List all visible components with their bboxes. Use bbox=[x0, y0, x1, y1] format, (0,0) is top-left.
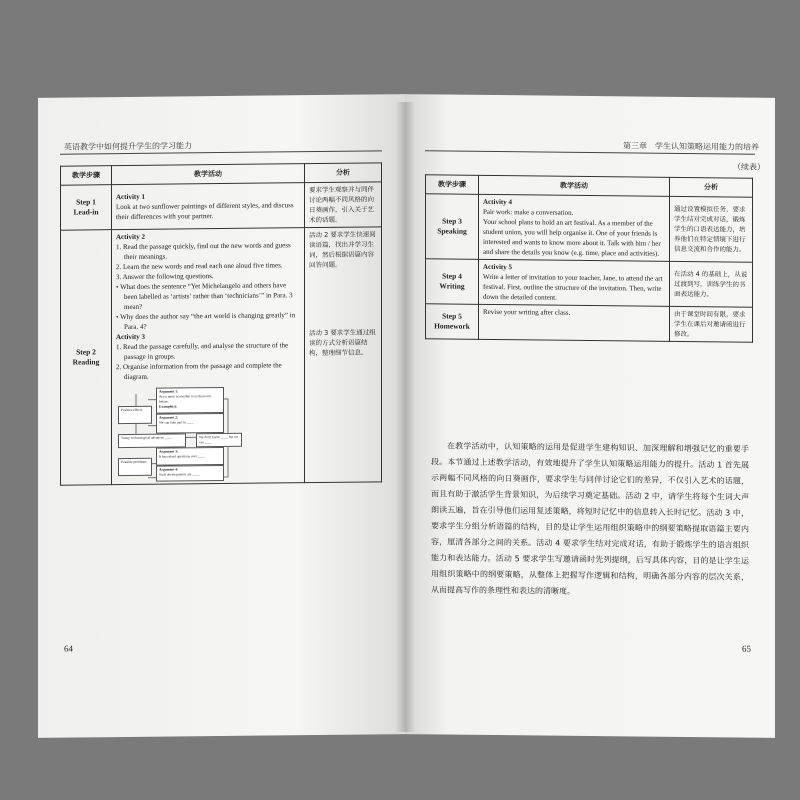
diagram-arg-label: Argument 4: bbox=[159, 467, 179, 472]
right-lesson-table bbox=[425, 174, 753, 342]
diagram-box-argument-3 bbox=[156, 447, 224, 466]
open-book bbox=[30, 96, 775, 736]
activity-text: Revise your writing after class. bbox=[483, 307, 571, 317]
analysis-cell: 通过设置模拟任务，要求学生结对完成对话，锻炼学生的口语表达能力，培养他们在特定情境下进行信息交流和合作的能力。 bbox=[670, 196, 753, 262]
step-cell bbox=[61, 185, 112, 231]
analysis-cell: 在活动 4 的基础上，从说过渡到写，训练学生的书面表达能力。 bbox=[670, 261, 753, 307]
activity-title: Activity 4 bbox=[483, 197, 512, 207]
activity-text: 1. Read the passage carefully, and analyse the structure of the passage in groups. bbox=[116, 341, 289, 362]
step-cell bbox=[426, 304, 479, 340]
analysis-text: 活动 3 要求学生通过组读的方式分析语篇结构，整理细节信息。 bbox=[309, 328, 376, 358]
body-paragraph: 在教学活动中，认知策略的运用是促进学生建构知识、加深理解和增强记忆的重要手段。本节通过上述教学活动，有效地提升了学生认知策略运用能力的提升。活动 1 首先展示两幅不同风格的向日葵画作，要求学生与同伴讨论它们的差异，不仅引入艺术的话题，而且有助于激活学生背景知识，为后续学习奠定基础。活动 2 中，请学生将每个生词大声朗读五遍，旨在引导他们运用复述策略，将短时记忆中的信息转入长时记忆。活动 3 中，要求学生分组分析语篇的结构，目的是让学生运用组织策略中的纲要策略提取语篇主要内容，厘清各部分之间的关系。活动 4 要求学生结对完成对话，有助于锻炼学生的语言组织能力和表达能力。活动 5 要求学生写邀请函时先列提纲，后写具体内容，目的是让学生运用组织策略中的纲要策略，从整体上把握写作逻辑和结构，明确各部分内容的层次关系，从而提高写作的条理性和表达的清晰度。 bbox=[431, 441, 749, 596]
left-page-number: 64 bbox=[64, 643, 73, 654]
diagram-example-label: Example(s): bbox=[159, 404, 178, 409]
activity-title: Activity 3 bbox=[116, 332, 145, 342]
activity-text: Your school plans to hold an art festival. As a member of the student union, you will help organise it. One of your friends is interested and wants to know more about it. Talk with him / her and share the details you know (e.g. time, place and activities). bbox=[483, 217, 661, 258]
step-name: Homework bbox=[434, 321, 470, 331]
diagram-arg-label: Argument 1: bbox=[159, 389, 179, 394]
activity-text: 1. Read the passage quickly, find out the new words and guess their meanings. bbox=[116, 241, 291, 262]
left-running-head: 英语教学中如何提升学生的学习能力 bbox=[64, 141, 192, 152]
col-header-analysis: 分析 bbox=[670, 177, 753, 197]
table-row bbox=[426, 259, 753, 307]
col-header-analysis: 分析 bbox=[305, 163, 382, 183]
diagram-box-argument-2 bbox=[156, 413, 224, 434]
activity-text: Pair work: make a conversation. bbox=[483, 207, 574, 217]
diagram-box-we-dont-know: We don't know ____ but we can ____ bbox=[196, 433, 242, 447]
analysis-cell: 由于课堂时间有限，要求学生在课后对邀请函进行修改。 bbox=[670, 306, 753, 342]
col-header-step: 教学步骤 bbox=[61, 166, 112, 186]
continued-label: （续表） bbox=[733, 162, 765, 172]
step-name: Reading bbox=[72, 357, 100, 367]
activity-text: • What does the sentence “Yet Michelangelo and others have been labelled as ‘artists’ rather than ‘technicians’” in Para. 3 mean? bbox=[116, 281, 293, 312]
activity-cell bbox=[112, 228, 305, 485]
activity-text: 2. Learn the new words and read each one aloud five times. bbox=[116, 261, 283, 272]
left-lesson-table bbox=[60, 162, 382, 485]
structure-diagram bbox=[116, 384, 300, 482]
table-row bbox=[426, 304, 753, 342]
diagram-box-today: Today, technological advances ____ bbox=[118, 433, 186, 448]
diagram-arg-label: Argument 2: bbox=[159, 415, 179, 420]
activity-text: Look at two sunflower paintings of different styles, and discuss their differences with your partner. bbox=[116, 201, 294, 222]
analysis-spacer bbox=[309, 269, 377, 328]
table-row bbox=[61, 182, 382, 230]
diagram-box-argument-4 bbox=[156, 465, 224, 482]
activity-text: • Why does the author say “the art world is changing greatly” in Para. 4? bbox=[116, 311, 296, 332]
right-page bbox=[405, 94, 775, 738]
analysis-cell bbox=[305, 227, 382, 483]
activity-text: Write a letter of invitation to your teacher, Jane, to attend the art festival. First, outline the structure of the invitation. Then, write down the detailed content. bbox=[483, 272, 663, 302]
step-cell bbox=[61, 230, 112, 486]
diagram-box-positive: Positive effects bbox=[118, 406, 152, 424]
analysis-cell: 要求学生观察并与同伴讨论两幅不同风格的向日葵画作，引入关于艺术的话题。 bbox=[305, 182, 382, 228]
analysis-text: 活动 2 要求学生快速阅读语篇，找出并学习生词，然后根据语篇内容回答问题。 bbox=[309, 230, 376, 270]
activity-cell bbox=[112, 183, 305, 230]
activity-cell bbox=[479, 194, 670, 261]
activity-cell bbox=[479, 304, 670, 341]
step-number: Step 5 bbox=[442, 311, 462, 321]
activity-text: 2. Organise information from the passage and complete the diagram. bbox=[116, 361, 282, 382]
activity-cell bbox=[479, 259, 670, 306]
col-header-activity: 教学活动 bbox=[112, 164, 305, 185]
step-number: Step 2 bbox=[76, 347, 96, 357]
activity-text: 3. Answer the following questions. bbox=[116, 272, 214, 282]
step-cell bbox=[426, 259, 479, 305]
table-row bbox=[426, 194, 753, 262]
activity-title: Activity 5 bbox=[483, 262, 512, 272]
diagram-arg-label: Argument 3: bbox=[159, 449, 179, 454]
step-cell bbox=[426, 194, 479, 260]
step-name: Writing bbox=[439, 281, 465, 291]
left-page bbox=[38, 94, 405, 738]
diagram-arg-text: Art is more accessible to us than ever before. bbox=[159, 394, 212, 404]
diagram-box-possible: Possible problems bbox=[118, 458, 152, 476]
step-number: Step 3 bbox=[442, 216, 462, 226]
diagram-arg-text: We can take part in ____ bbox=[159, 420, 194, 425]
step-name: Speaking bbox=[437, 226, 467, 236]
step-name: Lead-in bbox=[73, 207, 99, 217]
right-page-number: 65 bbox=[742, 643, 751, 654]
col-header-activity: 教学活动 bbox=[479, 175, 670, 196]
diagram-arg-text: Such developments are ____ bbox=[159, 472, 200, 477]
book-spine-shadow bbox=[395, 102, 415, 732]
activity-title: Activity 2 bbox=[116, 232, 145, 242]
right-running-head: 第三章 学生认知策略运用能力的培养 bbox=[623, 141, 759, 152]
step-number: Step 4 bbox=[442, 271, 462, 281]
step-number: Step 1 bbox=[76, 197, 96, 207]
diagram-arg-text: It has raised questions over ____ bbox=[159, 454, 205, 459]
table-row bbox=[61, 227, 382, 485]
col-header-step: 教学步骤 bbox=[426, 175, 479, 195]
diagram-box-argument-1 bbox=[156, 387, 224, 414]
activity-title: Activity 1 bbox=[116, 192, 145, 202]
